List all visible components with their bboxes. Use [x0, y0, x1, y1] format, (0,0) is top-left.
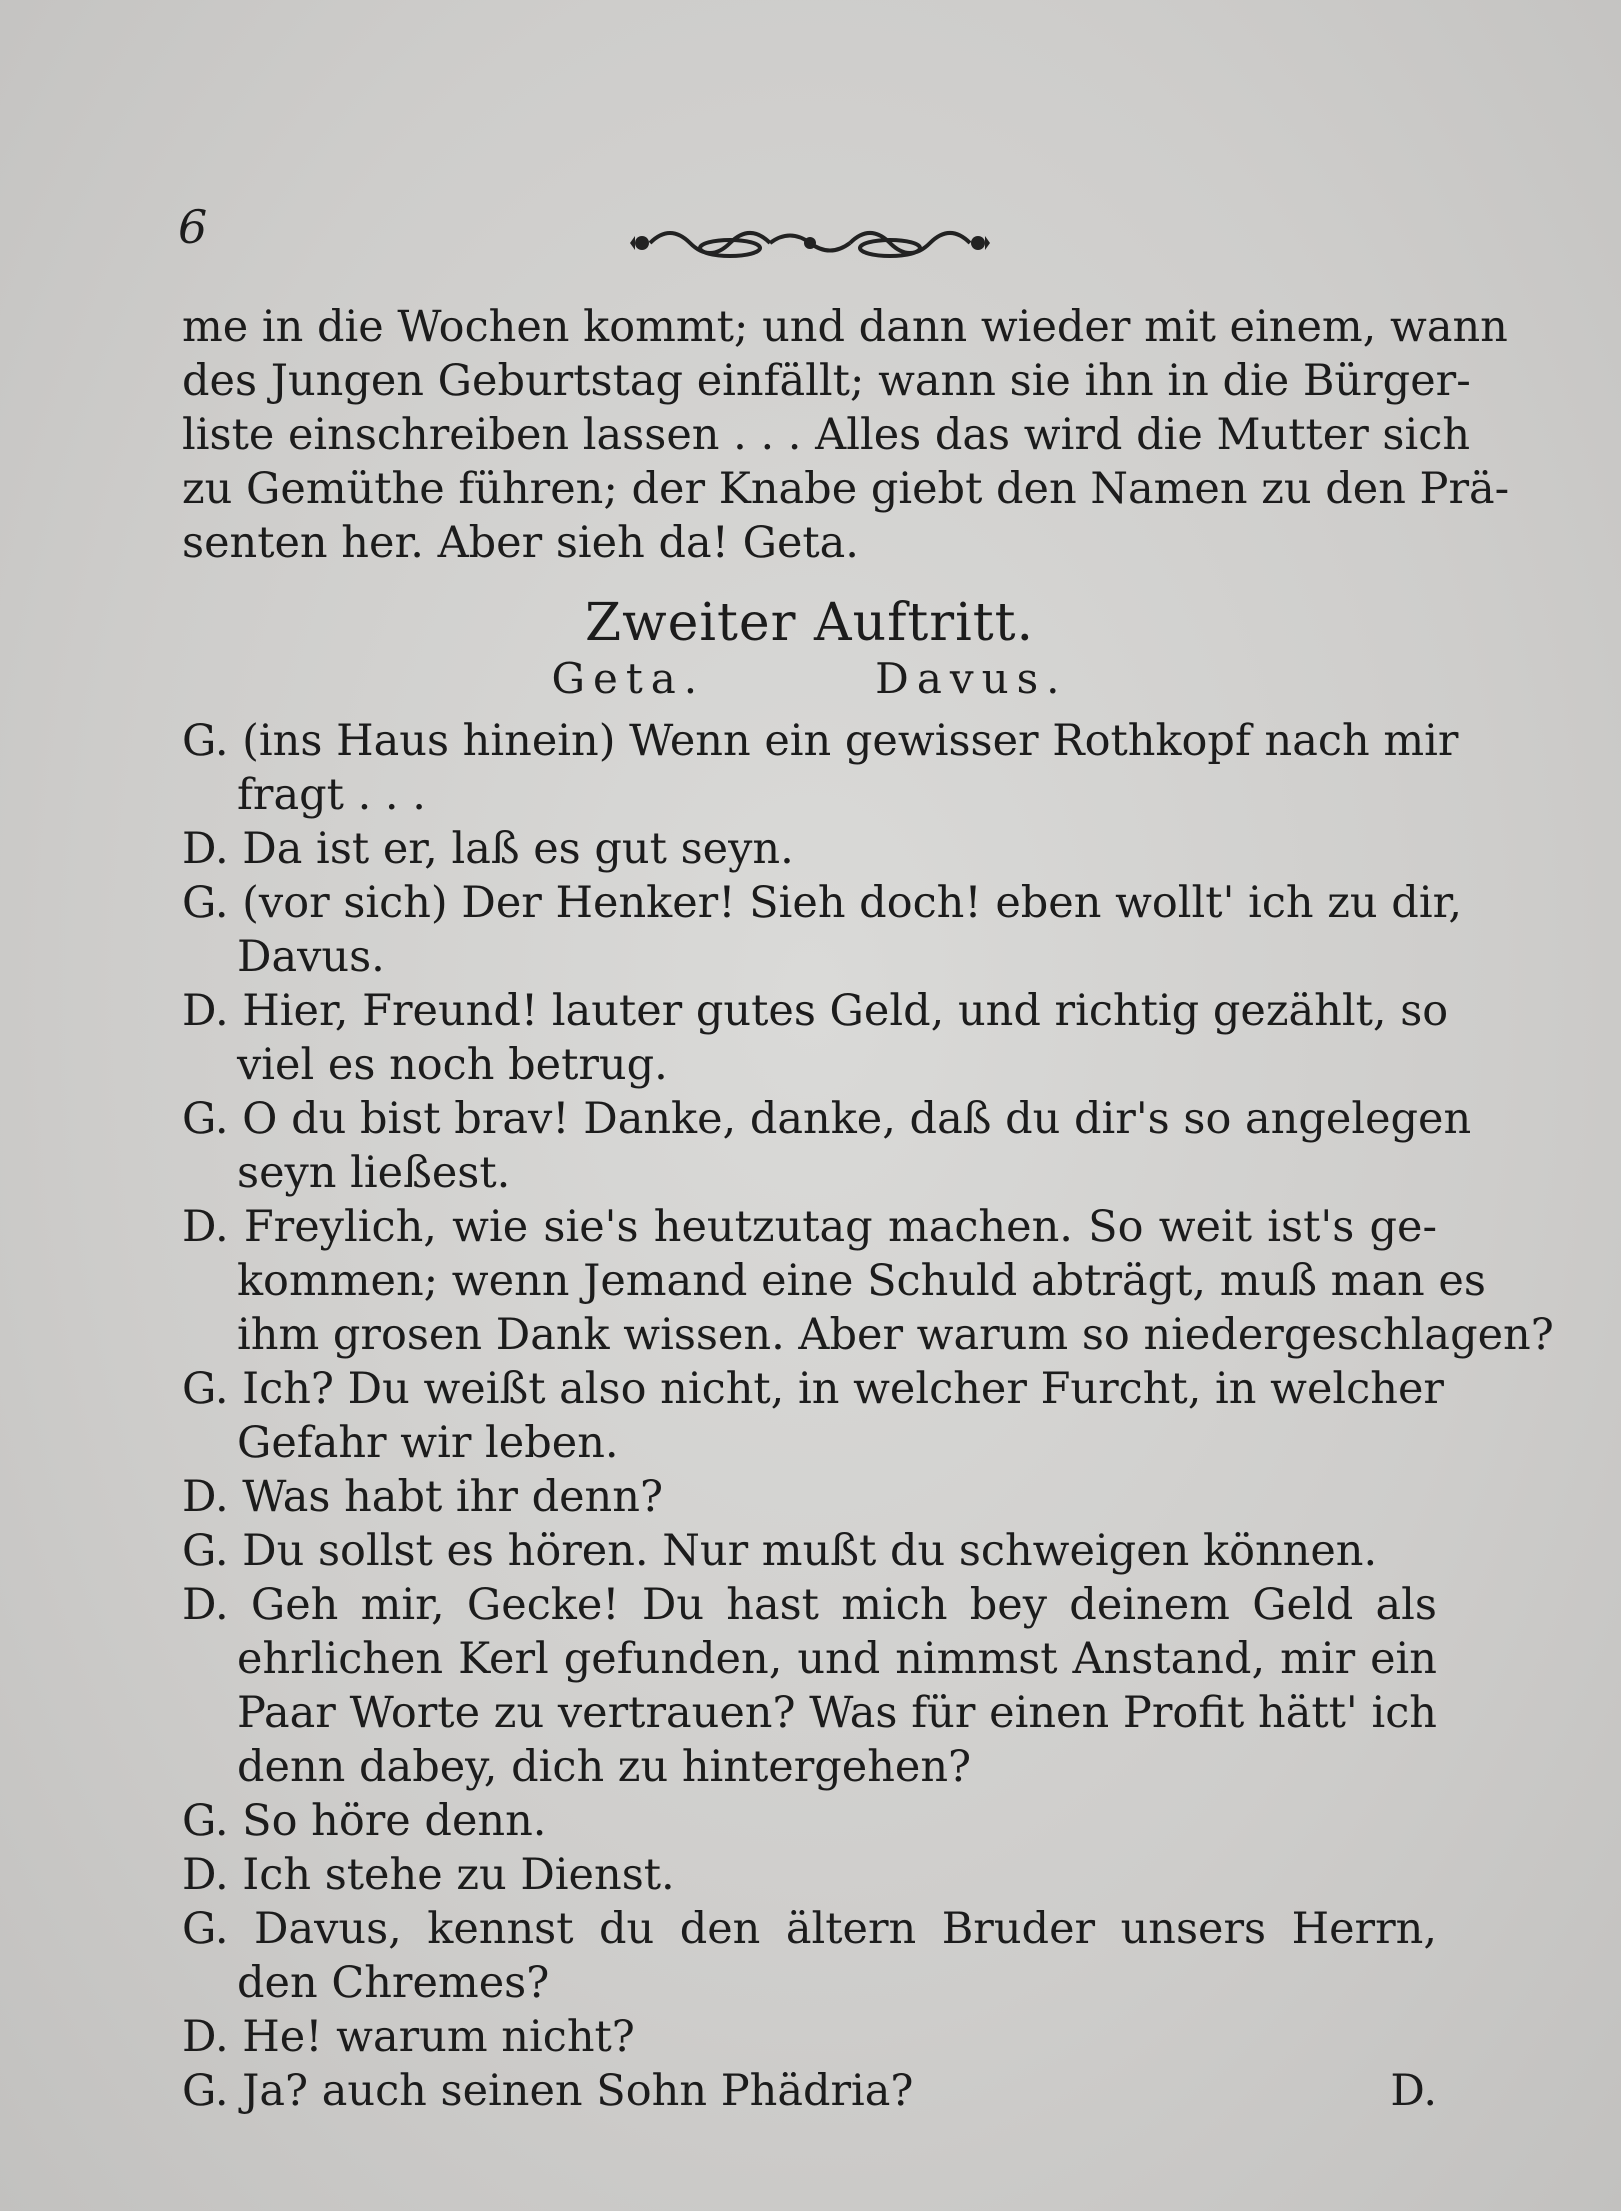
text-line: ihm grosen Dank wissen. Aber warum so niedergeschlagen?	[237, 1310, 1554, 1360]
speech	[182, 1794, 1437, 1848]
text-line: senten her. Aber sieh da! Geta.	[182, 518, 859, 568]
text-line: D. Geh mir, Gecke! Du hast mich bey deinem Geld als	[182, 1580, 1437, 1630]
text-line: liste einschreiben lassen . . . Alles das wird die Mutter sich	[182, 410, 1471, 460]
intro-paragraph	[182, 300, 1510, 570]
text-line: Paar Worte zu vertrauen? Was für einen Profit hätt' ich	[237, 1688, 1437, 1738]
character-name: Geta.	[551, 654, 706, 703]
speech	[182, 714, 1459, 822]
text-line: fragt . . .	[237, 770, 426, 820]
character-name: Davus.	[875, 654, 1068, 703]
speech	[182, 1848, 1437, 1902]
text-line: den Chremes?	[237, 1958, 550, 2008]
text-line: Gefahr wir leben.	[237, 1418, 619, 1468]
speech	[182, 984, 1449, 1092]
speech	[182, 822, 1437, 876]
speech	[182, 1902, 1437, 2010]
text-line: des Jungen Geburtstag einfällt; wann sie ihn in die Bürger-	[182, 356, 1471, 406]
speech	[182, 1524, 1437, 1578]
speech	[182, 876, 1463, 984]
text-line: G. Ja? auch seinen Sohn Phädria?	[182, 2066, 914, 2116]
text-block	[182, 300, 1554, 2118]
text-line: G. Ich? Du weißt also nicht, in welcher Furcht, in welcher	[182, 1364, 1444, 1414]
speech	[182, 1470, 1437, 1524]
text-line: Davus.	[237, 932, 385, 982]
scene-title: Zweiter Auftritt.	[584, 593, 1035, 653]
speech	[182, 1362, 1444, 1470]
text-line: G. So höre denn.	[182, 1796, 547, 1846]
text-line: G. (ins Haus hinein) Wenn ein gewisser Rothkopf nach mir	[182, 716, 1459, 766]
text-line: ehrlichen Kerl gefunden, und nimmst Anstand, mir ein	[237, 1634, 1437, 1684]
character-list	[182, 654, 1437, 704]
text-line: D. Was habt ihr denn?	[182, 1472, 663, 1522]
text-line: G. (vor sich) Der Henker! Sieh doch! eben wollt' ich zu dir,	[182, 878, 1463, 928]
speech	[182, 1578, 1437, 1794]
decorative-scroll-icon	[630, 218, 990, 268]
text-line: seyn ließest.	[237, 1148, 511, 1198]
text-line: D. Hier, Freund! lauter gutes Geld, und richtig gezählt, so	[182, 986, 1449, 1036]
final-line	[182, 2064, 1437, 2118]
text-line: kommen; wenn Jemand eine Schuld abträgt, muß man es	[237, 1256, 1486, 1306]
text-line: D. Ich stehe zu Dienst.	[182, 1850, 675, 1900]
text-line: me in die Wochen kommt; und dann wieder mit einem, wann	[182, 302, 1508, 352]
text-line: D. Freylich, wie sie's heutzutag machen. So weit ist's ge-	[182, 1202, 1437, 1252]
text-line: D. Da ist er, laß es gut seyn.	[182, 824, 794, 874]
text-line: G. O du bist brav! Danke, danke, daß du dir's so angelegen	[182, 1094, 1472, 1144]
text-line: denn dabey, dich zu hintergehen?	[237, 1742, 972, 1792]
speech	[182, 2010, 1437, 2064]
speech	[182, 1092, 1472, 1200]
speech	[182, 1200, 1554, 1362]
catchword: D.	[1390, 2066, 1437, 2116]
text-line: D. He! warum nicht?	[182, 2012, 635, 2062]
text-line: G. Davus, kennst du den ältern Bruder unsers Herrn,	[182, 1904, 1437, 1954]
text-line: viel es noch betrug.	[237, 1040, 668, 1090]
text-line: G. Du sollst es hören. Nur mußt du schweigen können.	[182, 1526, 1378, 1576]
page-number: 6	[178, 200, 208, 254]
text-line: zu Gemüthe führen; der Knabe giebt den Namen zu den Prä-	[182, 464, 1510, 514]
